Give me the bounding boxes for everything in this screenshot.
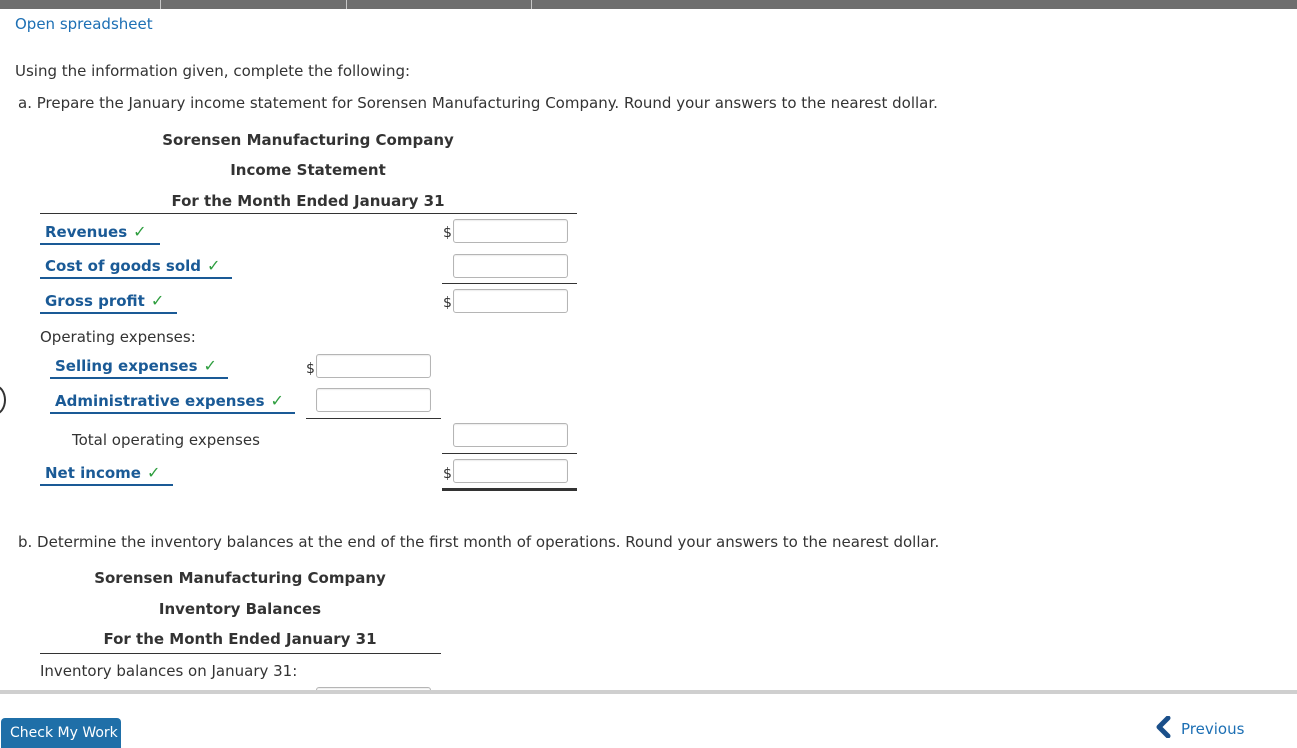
administrative-expenses-label[interactable] [50,391,295,414]
revenues-text: Revenues [45,223,128,241]
dollar-sign: $ [306,361,315,377]
check-icon: ✓ [207,256,221,275]
inventory-statement-title: Inventory Balances [158,600,322,618]
header-rule [40,213,577,214]
revenues-label[interactable] [40,222,160,245]
gross-profit-text: Gross profit [45,292,145,310]
dollar-sign: $ [443,466,452,482]
inventory-period-title: For the Month Ended January 31 [103,630,377,648]
selling-expenses-input[interactable] [316,354,431,378]
toolbar-separator [160,0,161,9]
administrative-expenses-input[interactable] [316,388,431,412]
cogs-input[interactable] [453,254,568,278]
check-icon: ✓ [203,356,217,375]
period-title: For the Month Ended January 31 [171,192,445,210]
statement-title: Income Statement [230,161,386,179]
dollar-sign: $ [443,295,452,311]
net-income-text: Net income [45,464,141,482]
subtotal-rule [442,453,577,454]
operating-expenses-heading: Operating expenses: [40,328,196,346]
dollar-sign: $ [443,225,452,241]
open-spreadsheet-link[interactable]: Open spreadsheet [15,15,153,33]
selling-expenses-label[interactable] [50,356,228,379]
check-my-work-button[interactable]: Check My Work [1,718,121,748]
part-b-question: b. Determine the inventory balances at the end of the first month of operations. Round your answers to the nearest dollar. [18,533,940,551]
part-a-question: a. Prepare the January income statement for Sorensen Manufacturing Company. Round your answers to the nearest dollar. [18,94,938,112]
net-income-label[interactable] [40,463,173,486]
inventory-company-title: Sorensen Manufacturing Company [94,569,386,587]
chevron-left-icon [1154,716,1174,738]
net-income-input[interactable] [453,459,568,483]
subtotal-rule [442,283,577,284]
company-title: Sorensen Manufacturing Company [162,131,454,149]
gross-profit-input[interactable] [453,289,568,313]
footer-bar [0,690,1297,744]
total-operating-expenses-label: Total operating expenses [72,431,260,449]
gross-profit-label[interactable] [40,291,177,314]
total-operating-expenses-input[interactable] [453,423,568,447]
subtotal-rule [306,418,441,419]
selling-expenses-text: Selling expenses [55,357,198,375]
previous-label: Previous [1181,720,1245,738]
double-total-rule [442,488,577,491]
check-icon: ✓ [146,463,161,482]
administrative-expenses-text: Administrative expenses [55,392,265,410]
revenues-input[interactable] [453,219,568,243]
toolbar-separator [346,0,347,9]
top-toolbar [0,0,1297,9]
cogs-text: Cost of goods sold [45,257,202,275]
previous-button[interactable] [1158,720,1244,738]
check-icon: ✓ [133,222,147,241]
inventory-balances-label: Inventory balances on January 31: [40,662,298,680]
cogs-label[interactable] [40,256,232,279]
toolbar-separator [531,0,532,9]
partial-circle-icon [0,385,6,415]
check-icon: ✓ [270,391,284,410]
instructions-text: Using the information given, complete the following: [15,62,411,80]
check-icon: ✓ [150,291,165,310]
inventory-header-rule [40,653,441,654]
